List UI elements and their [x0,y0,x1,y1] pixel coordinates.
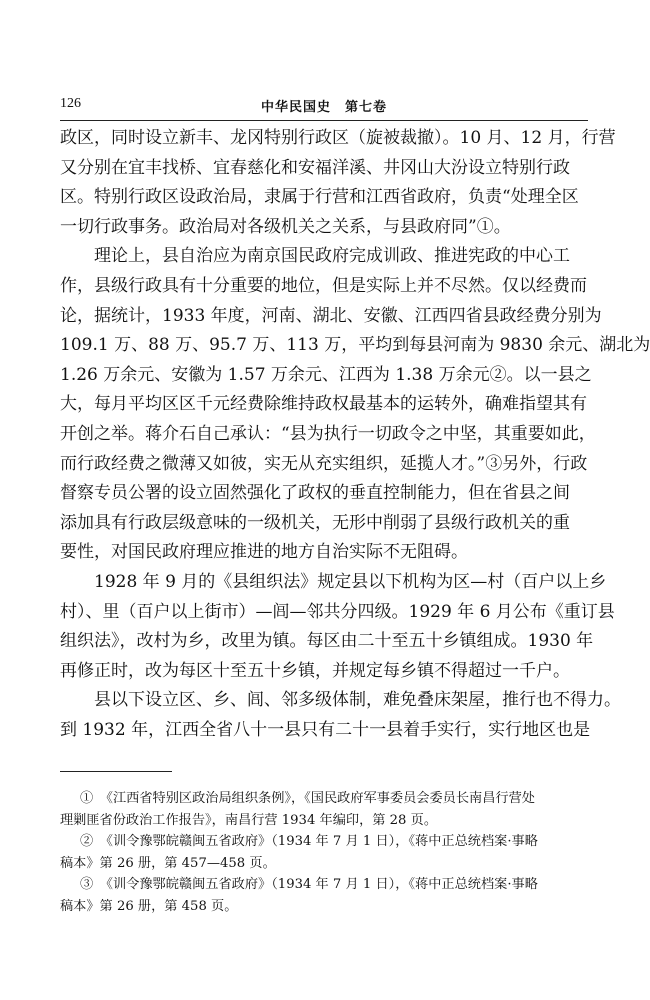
body-line: 又分别在宜丰找桥、宜春慈化和安福洋溪、井冈山大汾设立特别行政 [60,157,570,178]
footnotes [60,788,588,917]
body-line: 政区，同时设立新丰、龙冈特别行政区（旋被裁撤）。10 月、12 月，行营 [60,128,616,148]
body-line: 大，每月平均区区千元经费除维持政权最基本的运转外，确难指望其有 [60,394,587,415]
footnote-line: 稿本》第 26 册，第 457—458 页。 [60,855,276,871]
header-rule [60,120,588,121]
footnote-rule [60,771,172,772]
body-line: 1928 年 9 月的《县组织法》规定县以下机构为区—村（百户以上乡 [94,571,607,592]
body-line: 一切行政事务。政治局对各级机关之关系，与县政府同”①。 [60,216,511,237]
body-line: 督察专员公署的设立固然强化了政权的垂直控制能力，但在省县之间 [60,483,570,504]
page-number: 126 [60,96,81,111]
body-line: 再修正时，改为每区十至五十乡镇，并规定每乡镇不得超过一千户。 [60,660,570,681]
running-title: 中华民国史 第七卷 [260,100,387,115]
body-line: 1.26 万余元、安徽为 1.57 万余元、江西为 1.38 万余元②。以一县之 [60,364,592,385]
body-line: 要性，对国民政府理应推进的地方自治实际不无阻碍。 [60,542,468,563]
body-line: 109.1 万、88 万、95.7 万、113 万，平均到每县河南为 9830 余元、湖北为 [60,335,650,356]
body-line: 而行政经费之微薄又如彼，实无从充实组织，延揽人才。”③另外，行政 [60,453,588,474]
body-text [60,124,650,745]
body-line: 区。特别行政区设政治局，隶属于行营和江西省政府，负责“处理全区 [60,187,579,208]
footnote-line: ① 《江西省特别区政治局组织条例》，《国民政府军事委员会委员长南昌行营处 [80,791,535,806]
body-line: 理论上，县自治应为南京国民政府完成训政、推进宪政的中心工 [94,246,570,267]
body-line: 开创之举。蒋介石自己承认：“县为执行一切政令之中坚，其重要如此， [60,423,596,444]
page-header [60,96,588,118]
body-line: 作，县级行政具有十分重要的地位，但是实际上并不尽然。仅以经费而 [60,275,587,296]
body-line: 村）、里（百户以上街市）—闾—邻共分四级。1929 年 6 月公布《重订县 [60,601,615,622]
body-line: 论，据统计，1933 年度，河南、湖北、安徽、江西四省县政经费分别为 [60,305,602,326]
body-line: 到 1932 年，江西全省八十一县只有二十一县着手实行，实行地区也是 [60,719,591,740]
footnote-line: 稿本》第 26 册，第 458 页。 [60,898,238,914]
footnote-line: ② 《训令豫鄂皖赣闽五省政府》（1934 年 7 月 1 日），《蒋中正总统档案·事略 [80,834,538,849]
footnote-line: 理剿匪省份政治工作报告》，南昌行营 1934 年编印，第 28 页。 [60,812,438,828]
body-line: 县以下设立区、乡、闾、邻多级体制，难免叠床架屋，推行也不得力。 [94,690,621,711]
body-line: 添加具有行政层级意味的一级机关，无形中削弱了县级行政机关的重 [60,512,570,533]
body-line: 组织法》，改村为乡，改里为镇。每区由二十至五十乡镇组成。1930 年 [60,631,594,652]
footnote-line: ③ 《训令豫鄂皖赣闽五省政府》（1934 年 7 月 1 日），《蒋中正总统档案·事略 [80,877,538,892]
